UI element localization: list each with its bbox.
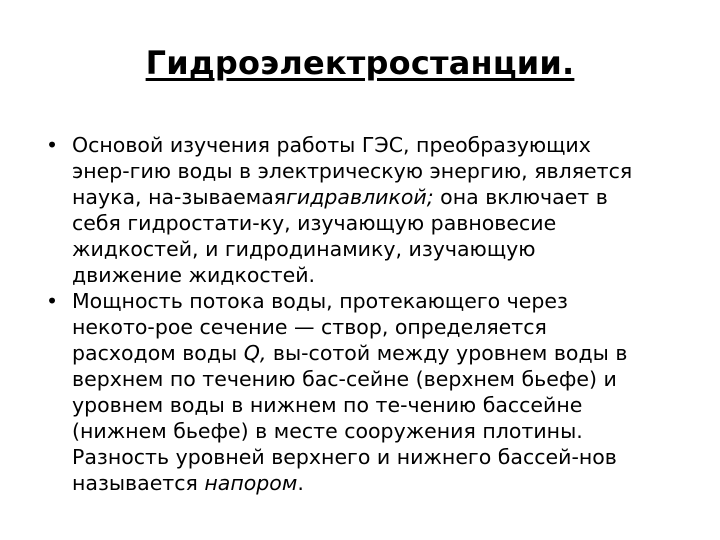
text-line [72, 184, 686, 210]
text-run: наука, на-зываемая [72, 185, 287, 209]
text-run: Мощность потока воды, протекающего через [72, 289, 568, 313]
slide-title: Гидроэлектростанции. [145, 44, 575, 82]
text-line [72, 158, 686, 184]
bullet-item [46, 288, 686, 496]
text-line [72, 210, 686, 236]
text-run: (нижнем бьефе) в месте сооружения плотины. [72, 419, 583, 443]
text-run: она включает в [433, 185, 608, 209]
text-run: . [297, 471, 304, 495]
text-line [72, 418, 686, 444]
text-line [72, 470, 686, 496]
text-run: некото-рое сечение — створ, определяется [72, 315, 547, 339]
text-line [72, 340, 686, 366]
text-run: называется [72, 471, 205, 495]
text-line [72, 444, 686, 470]
bullet-text [72, 132, 686, 288]
text-run: энер-гию воды в электрическую энергию, является [72, 159, 633, 183]
text-run: движение жидкостей. [72, 263, 316, 287]
bullet-list [46, 132, 686, 496]
emphasized-text: гидравликой; [286, 185, 434, 209]
bullet-marker: • [46, 133, 59, 157]
bullet-item [46, 132, 686, 288]
text-run: уровнем воды в нижнем по те-чению бассейне [72, 393, 583, 417]
text-run: Разность уровней верхнего и нижнего бассей-нов [72, 445, 617, 469]
emphasized-text: напором [204, 471, 298, 495]
text-run: жидкостей, и гидродинамику, изучающую [72, 237, 536, 261]
text-run: себя гидростати-ку, изучающую равновесие [72, 211, 557, 235]
text-run: вы-сотой между уровнем воды в [266, 341, 628, 365]
text-run: верхнем по течению бас-сейне (верхнем бьефе) и [72, 367, 617, 391]
text-line [72, 236, 686, 262]
bullet-marker: • [46, 289, 59, 313]
emphasized-text: Q, [243, 341, 267, 365]
text-line [72, 288, 686, 314]
text-line [72, 314, 686, 340]
bullet-text [72, 288, 686, 496]
text-run: расходом воды [72, 341, 244, 365]
text-line [72, 366, 686, 392]
text-line [72, 262, 686, 288]
text-line [72, 392, 686, 418]
text-line [72, 132, 686, 158]
text-run: Основой изучения работы ГЭС, преобразующих [72, 133, 591, 157]
